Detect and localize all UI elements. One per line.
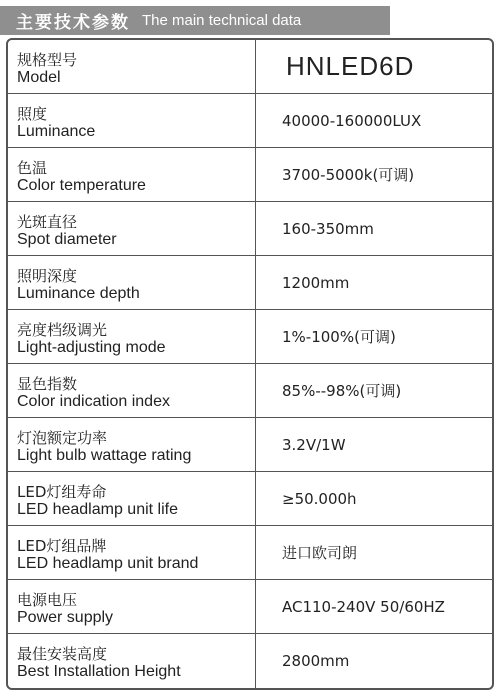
spec-value: 3700-5000k(可调) [256,148,492,202]
spec-value: 1200mm [256,256,492,310]
spec-label-en: Power supply [17,608,114,626]
spec-label-en: Color indication index [17,392,170,410]
spec-label-en: LED headlamp unit brand [17,554,199,572]
spec-label-en: Light-adjusting mode [17,338,166,356]
spec-label-cell [8,148,256,202]
spec-label-en: Spot diameter [17,230,117,248]
spec-table [6,38,494,690]
spec-label-cn: 亮度档级调光 [17,320,108,339]
spec-label-cell [8,472,256,526]
spec-value: 40000-160000LUX [256,94,492,148]
spec-label-cn: LED灯组品牌 [17,536,107,555]
spec-value: AC110-240V 50/60HZ [256,580,492,634]
spec-label-cn: 色温 [17,158,48,177]
spec-label-en: Luminance [17,122,96,140]
spec-label-cell [8,94,256,148]
spec-label-cn: 规格型号 [17,50,78,69]
spec-value: 1%-100%(可调) [256,310,492,364]
spec-label-en: Model [17,68,61,86]
spec-label-en: Color temperature [17,176,146,194]
spec-value: 3.2V/1W [256,418,492,472]
spec-value: 进口欧司朗 [256,526,492,580]
spec-label-cn: 最佳安装高度 [17,645,108,664]
spec-label-cell [8,256,256,310]
spec-label-cell [8,418,256,472]
spec-label-cell [8,634,256,688]
spec-value: ≥50.000h [256,472,492,526]
spec-label-cell [8,580,256,634]
spec-value: 85%--98%(可调) [256,364,492,418]
header-title-cn: 主要技术参数 [16,13,130,33]
spec-label-en: Luminance depth [17,284,140,302]
spec-label-cn: 照度 [17,104,48,123]
spec-label-cell [8,40,256,94]
spec-value: HNLED6D [256,40,492,94]
spec-value: 160-350mm [256,202,492,256]
spec-label-cell [8,526,256,580]
spec-label-cn: 灯泡额定功率 [17,428,108,447]
header-bar [0,6,390,35]
spec-label-en: Light bulb wattage rating [17,446,192,464]
spec-label-cell [8,202,256,256]
spec-label-cn: LED灯组寿命 [17,482,107,501]
spec-label-cell [8,310,256,364]
spec-label-cn: 显色指数 [17,374,78,393]
spec-label-cn: 光斑直径 [17,212,78,231]
spec-label-cn: 照明深度 [17,266,78,285]
spec-value: 2800mm [282,652,350,670]
spec-label-cn: 电源电压 [17,590,78,609]
spec-label-en: LED headlamp unit life [17,500,178,518]
spec-label-en: Best Installation Height [17,663,181,681]
spec-label-cell [8,364,256,418]
header-title-en: The main technical data [142,12,302,29]
